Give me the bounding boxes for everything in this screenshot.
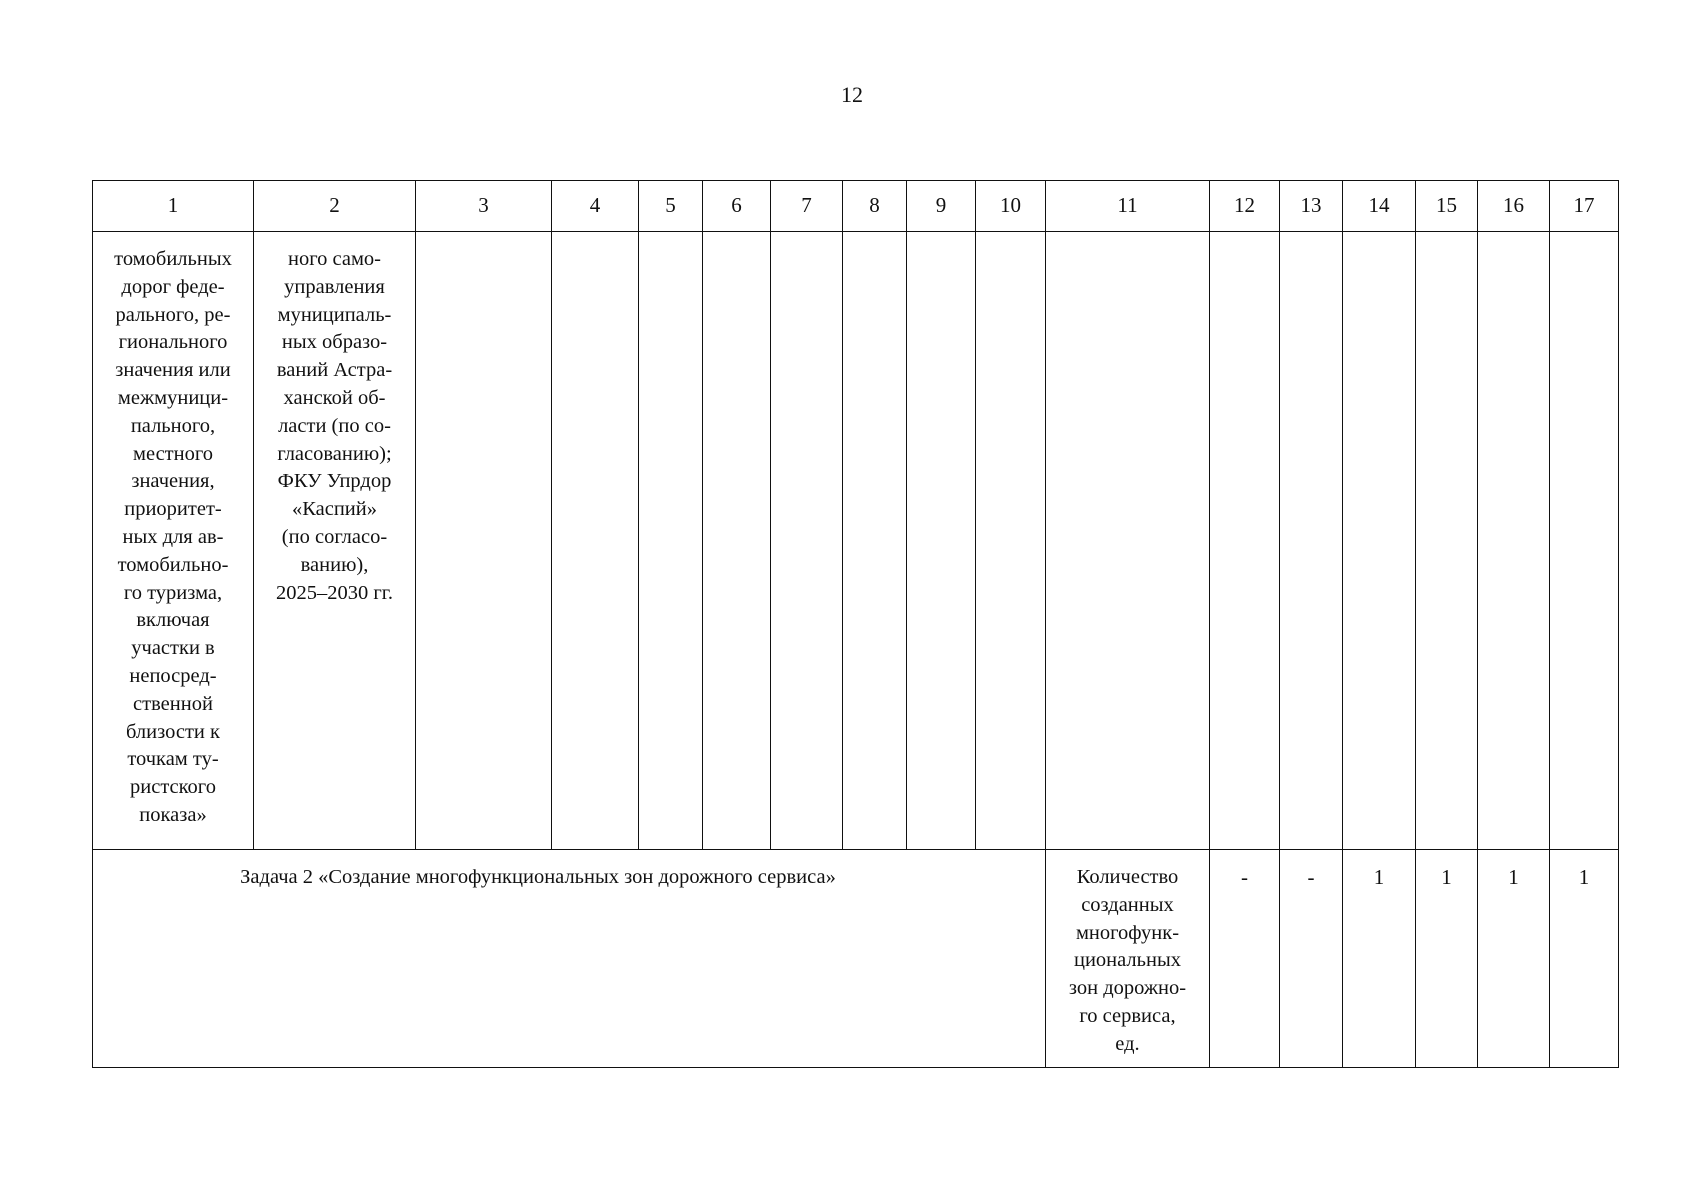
column-number-5: 5 [639, 181, 703, 232]
column-number-15: 15 [1416, 181, 1478, 232]
column-number-3: 3 [416, 181, 552, 232]
column-number-1: 1 [93, 181, 254, 232]
responsible-cell [254, 232, 416, 850]
empty-cell-9 [907, 232, 976, 850]
column-number-row [93, 181, 1619, 232]
indicator-text: Количество созданных многофунк- циональных зон дорожно- го сервиса, ед. [1068, 866, 1187, 1055]
empty-cell-4 [552, 232, 639, 850]
value-cell-13: - [1280, 850, 1343, 1068]
column-number-6: 6 [703, 181, 771, 232]
column-number-13: 13 [1280, 181, 1343, 232]
event-name-text: томобильных дорог феде- рального, ре- гионального значения или межмуници- пального, местного значения, приоритет- ных для ав- томобильно- го туризма, включая участки в непосред- ственной близости к точкам ту- ристского показа» [114, 248, 232, 826]
empty-cell-16 [1478, 232, 1550, 850]
empty-cell-14 [1343, 232, 1416, 850]
value-cell-12: - [1210, 850, 1280, 1068]
column-number-7: 7 [771, 181, 843, 232]
empty-cell-3 [416, 232, 552, 850]
task-title: Задача 2 «Создание многофункциональных зон дорожного сервиса» [240, 866, 836, 888]
value-cell-17: 1 [1550, 850, 1619, 1068]
continuation-row [93, 232, 1619, 850]
value-cell-15: 1 [1416, 850, 1478, 1068]
empty-cell-12 [1210, 232, 1280, 850]
empty-cell-6 [703, 232, 771, 850]
column-number-16: 16 [1478, 181, 1550, 232]
column-number-12: 12 [1210, 181, 1280, 232]
event-name-cell [93, 232, 254, 850]
value-cell-16: 1 [1478, 850, 1550, 1068]
value-cell-14: 1 [1343, 850, 1416, 1068]
empty-cell-13 [1280, 232, 1343, 850]
empty-cell-17 [1550, 232, 1619, 850]
task-title-cell [93, 850, 1046, 1068]
column-number-14: 14 [1343, 181, 1416, 232]
column-number-8: 8 [843, 181, 907, 232]
column-number-2: 2 [254, 181, 416, 232]
empty-cell-7 [771, 232, 843, 850]
task-row [93, 850, 1619, 1068]
page-number: 12 [841, 82, 863, 107]
empty-cell-11 [1046, 232, 1210, 850]
responsible-text: ного само- управления муниципаль- ных образо- ваний Астра- ханской об- ласти (по со- гласованию); ФКУ Упрдор «Каспий» (по согласо- ванию), 2025–2030 гг. [275, 248, 393, 604]
column-number-4: 4 [552, 181, 639, 232]
program-table [92, 180, 1619, 1068]
empty-cell-8 [843, 232, 907, 850]
indicator-cell [1046, 850, 1210, 1068]
empty-cell-10 [976, 232, 1046, 850]
empty-cell-5 [639, 232, 703, 850]
empty-cell-15 [1416, 232, 1478, 850]
column-number-11: 11 [1046, 181, 1210, 232]
column-number-17: 17 [1550, 181, 1619, 232]
column-number-9: 9 [907, 181, 976, 232]
column-number-10: 10 [976, 181, 1046, 232]
